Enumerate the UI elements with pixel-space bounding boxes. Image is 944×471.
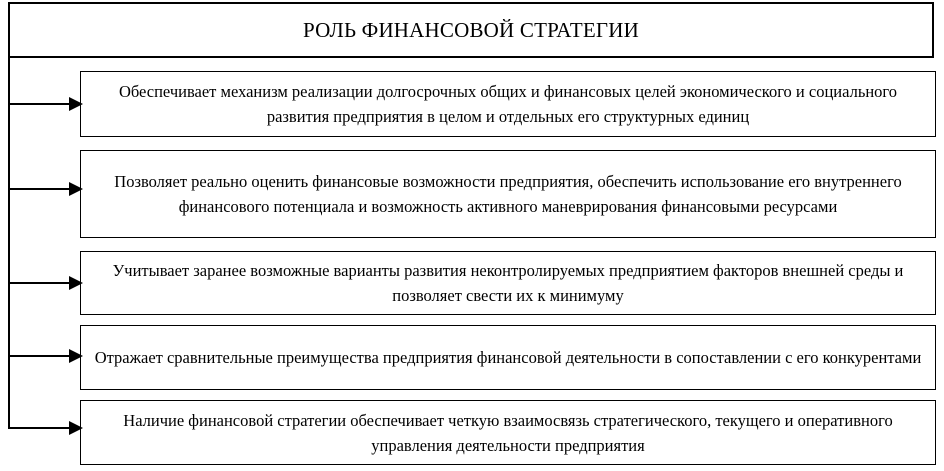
arrow-3-shaft [8,282,70,284]
arrow-3 [8,276,80,290]
role-item-4: Отражает сравнительные преимущества предприятия финансовой деятельности в сопоставлении с его конкурентами [80,325,936,390]
arrow-4-shaft [8,355,70,357]
arrow-1-shaft [8,103,70,105]
arrow-2 [8,182,80,196]
role-item-5: Наличие финансовой стратегии обеспечивает четкую взаимосвязь стратегического, текущего и оперативного управления деятельности предприятия [80,400,936,465]
role-item-3: Учитывает заранее возможные варианты развития неконтролируемых предприятием факторов внешней среды и позволяет свести их к минимуму [80,251,936,315]
role-item-1: Обеспечивает механизм реализации долгосрочных общих и финансовых целей экономического и социального развития предприятия в целом и отдельных его структурных единиц [80,71,936,137]
diagram-title: РОЛЬ ФИНАНСОВОЙ СТРАТЕГИИ [8,2,934,58]
arrow-5 [8,421,80,435]
arrow-2-shaft [8,188,70,190]
role-item-2: Позволяет реально оценить финансовые возможности предприятия, обеспечить использование его внутреннего финансового потенциала и возможность активного маневрирования финансовыми ресурсами [80,150,936,238]
arrow-4 [8,349,80,363]
connector-trunk-line [8,58,10,429]
arrow-1 [8,97,80,111]
arrow-5-shaft [8,427,70,429]
